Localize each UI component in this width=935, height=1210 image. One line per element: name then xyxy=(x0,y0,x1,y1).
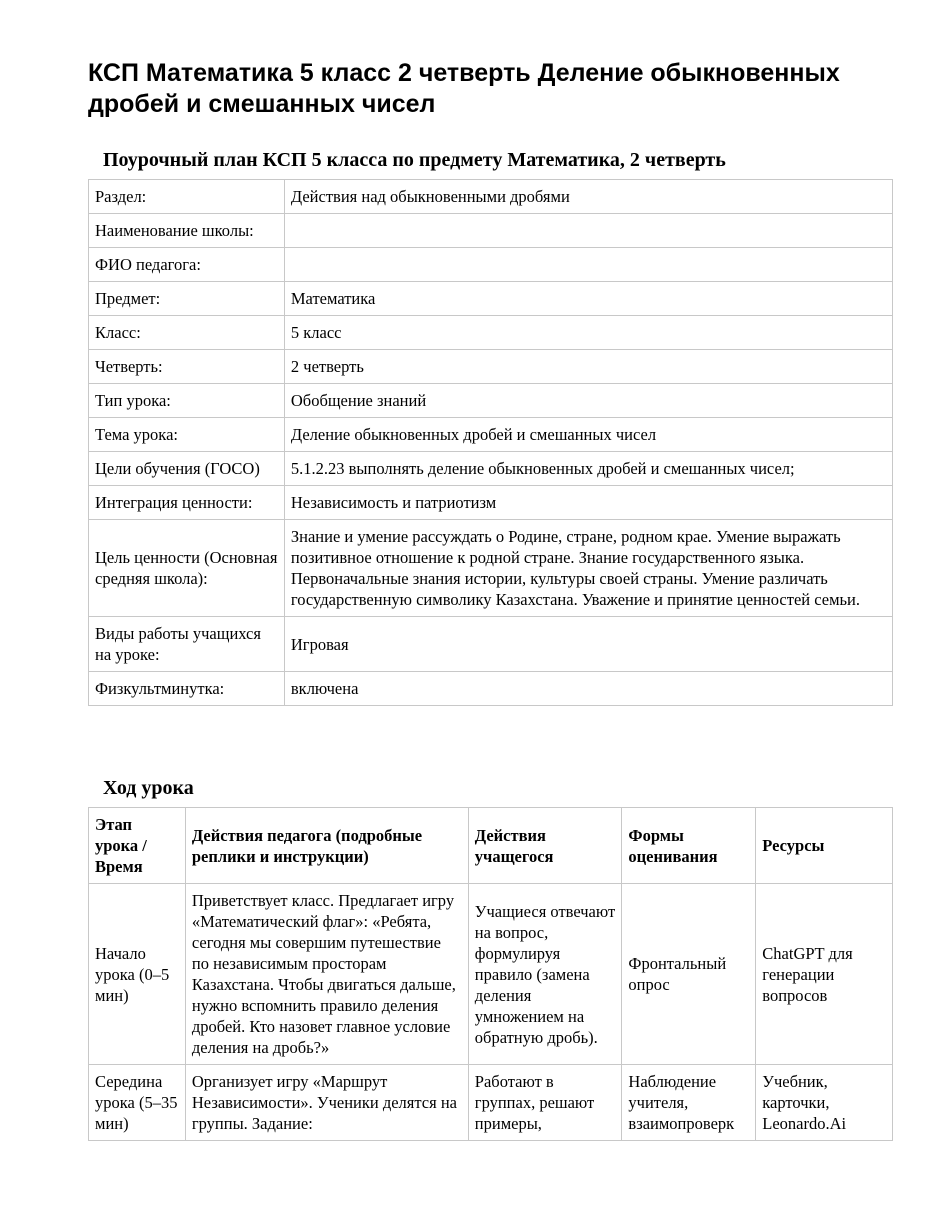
info-key: Цели обучения (ГОСО) xyxy=(89,452,285,486)
info-row xyxy=(89,180,893,214)
plan-heading: Поурочный план КСП 5 класса по предмету Математика, 2 четверть xyxy=(103,149,726,171)
info-value xyxy=(284,214,892,248)
header-student-actions: Действия учащегося xyxy=(468,808,622,884)
info-value: включена xyxy=(284,672,892,706)
lesson-info-table xyxy=(88,179,893,706)
student-actions-cell: Учащиеся отвечают на вопрос, формулируя правило (замена деления умножением на обратную дробь). xyxy=(468,884,622,1065)
assessment-cell: Наблюдение учителя, взаимопроверк xyxy=(622,1065,756,1141)
info-row xyxy=(89,452,893,486)
info-value: Действия над обыкновенными дробями xyxy=(284,180,892,214)
info-key: ФИО педагога: xyxy=(89,248,285,282)
info-row xyxy=(89,214,893,248)
info-key: Четверть: xyxy=(89,350,285,384)
info-key: Тема урока: xyxy=(89,418,285,452)
info-key: Класс: xyxy=(89,316,285,350)
stage-cell: Середина урока (5–35 мин) xyxy=(89,1065,186,1141)
info-value: Игровая xyxy=(284,617,892,672)
info-row xyxy=(89,248,893,282)
lesson-flow-table xyxy=(88,807,893,1141)
document-page xyxy=(88,58,893,1133)
info-key: Тип урока: xyxy=(89,384,285,418)
lesson-row xyxy=(89,884,893,1065)
info-row xyxy=(89,520,893,617)
info-key: Физкультминутка: xyxy=(89,672,285,706)
assessment-cell: Фронтальный опрос xyxy=(622,884,756,1065)
info-value: Деление обыкновенных дробей и смешанных чисел xyxy=(284,418,892,452)
lesson-row xyxy=(89,1065,893,1141)
info-key: Наименование школы: xyxy=(89,214,285,248)
header-assessment: Формы оценивания xyxy=(622,808,756,884)
info-row xyxy=(89,672,893,706)
student-actions-cell: Работают в группах, решают примеры, xyxy=(468,1065,622,1141)
info-key: Цель ценности (Основная средняя школа): xyxy=(89,520,285,617)
lesson-table-header-row xyxy=(89,808,893,884)
info-value xyxy=(284,248,892,282)
header-stage: Этап урока / Время xyxy=(89,808,186,884)
info-key: Интеграция ценности: xyxy=(89,486,285,520)
info-value: Математика xyxy=(284,282,892,316)
info-row xyxy=(89,282,893,316)
header-resources: Ресурсы xyxy=(756,808,893,884)
teacher-actions-cell: Приветствует класс. Предлагает игру «Математический флаг»: «Ребята, сегодня мы совершим путешествие по независимым просторам Казахстана. Чтобы двигаться дальше, нужно вспомнить правило деления дробей. Кто назовет главное условие деления на дробь?» xyxy=(185,884,468,1065)
info-value: Знание и умение рассуждать о Родине, стране, родном крае. Умение выражать позитивное отношение к родной стране. Знание государственного языка. Первоначальные знания истории, культуры своей страны. Умение различать государственную символику Казахстана. Уважение и принятие ценностей семьи. xyxy=(284,520,892,617)
info-row xyxy=(89,350,893,384)
info-value: 5.1.2.23 выполнять деление обыкновенных дробей и смешанных чисел; xyxy=(284,452,892,486)
info-value: Обобщение знаний xyxy=(284,384,892,418)
info-key: Виды работы учащихся на уроке: xyxy=(89,617,285,672)
info-row xyxy=(89,617,893,672)
stage-cell: Начало урока (0–5 мин) xyxy=(89,884,186,1065)
info-row xyxy=(89,316,893,350)
info-value: Независимость и патриотизм xyxy=(284,486,892,520)
info-value: 5 класс xyxy=(284,316,892,350)
info-row xyxy=(89,384,893,418)
teacher-actions-cell: Организует игру «Маршрут Независимости». Ученики делятся на группы. Задание: xyxy=(185,1065,468,1141)
resources-cell: Учебник, карточки, Leonardo.Ai xyxy=(756,1065,893,1141)
document-title: КСП Математика 5 класс 2 четверть Деление обыкновенных дробей и смешанных чисел xyxy=(88,59,840,118)
info-value: 2 четверть xyxy=(284,350,892,384)
info-row xyxy=(89,418,893,452)
lesson-flow-heading: Ход урока xyxy=(103,777,194,799)
info-key: Предмет: xyxy=(89,282,285,316)
info-row xyxy=(89,486,893,520)
info-key: Раздел: xyxy=(89,180,285,214)
resources-cell: ChatGPT для генерации вопросов xyxy=(756,884,893,1065)
header-teacher-actions: Действия педагога (подробные реплики и инструкции) xyxy=(185,808,468,884)
